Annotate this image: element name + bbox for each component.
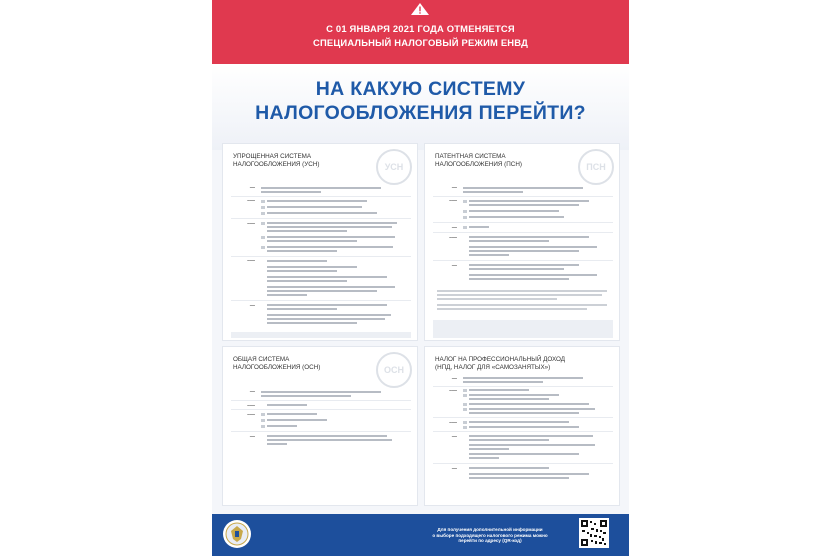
headline-line-1: НА КАКУЮ СИСТЕМУ — [315, 78, 526, 100]
usn-title-line-2: НАЛОГООБЛОЖЕНИЯ (УСН) — [233, 161, 320, 168]
osn-panel: ОБЩАЯ СИСТЕМА НАЛОГООБЛОЖЕНИЯ (ОСН) ОСН ▬▬ ▬▬▬ ▬▬▬ ▬▬ — [222, 346, 418, 506]
usn-title-line-1: УПРОЩЕННАЯ СИСТЕМА — [233, 153, 312, 160]
poster — [212, 0, 629, 556]
headline-line-2: НАЛОГООБЛОЖЕНИЯ ПЕРЕЙТИ? — [255, 102, 586, 124]
top-banner — [212, 0, 629, 64]
psn-title-line-1: ПАТЕНТНАЯ СИСТЕМА — [435, 153, 506, 160]
psn-panel: ПАТЕНТНАЯ СИСТЕМА НАЛОГООБЛОЖЕНИЯ (ПСН) ПСН ▬▬ ▬▬▬ ▬▬ ▬▬▬ ▬▬ — [424, 143, 620, 341]
psn-panel-title — [435, 153, 555, 169]
usn-panel-title — [233, 153, 353, 169]
usn-panel: УПРОЩЕННАЯ СИСТЕМА НАЛОГООБЛОЖЕНИЯ (УСН) УСН ▬▬ ▬▬▬ ▬▬▬ ▬▬▬ ▬▬ — [222, 143, 418, 341]
osn-title-line-1: ОБЩАЯ СИСТЕМА — [233, 356, 290, 363]
usn-stamp-icon: УСН — [376, 149, 412, 185]
banner-line-1: С 01 ЯНВАРЯ 2021 ГОДА ОТМЕНЯЕТСЯ — [326, 23, 515, 34]
footer-line-1: Для получения дополнительной информации — [437, 527, 543, 532]
osn-stamp-icon: ОСН — [376, 352, 412, 388]
qr-code-icon[interactable] — [579, 518, 609, 548]
footer-line-3: перейти по адресу (QR-код) — [458, 538, 522, 544]
psn-stamp-icon: ПСН — [578, 149, 614, 185]
npd-panel: НАЛОГ НА ПРОФЕССИОНАЛЬНЫЙ ДОХОД (НПД, НАЛОГ ДЛЯ «САМОЗАНЯТЫХ») ▬▬ ▬▬▬ ▬▬▬ ▬▬ ▬▬ — [424, 346, 620, 506]
fns-emblem-icon — [222, 519, 252, 549]
npd-title-line-2: (НПД, НАЛОГ ДЛЯ «САМОЗАНЯТЫХ») — [435, 364, 551, 371]
npd-panel-title — [435, 356, 605, 372]
osn-panel-title — [233, 356, 353, 372]
footer-line-2: о выборе подходящего налогового режима можно — [432, 532, 548, 538]
warning-icon — [411, 3, 429, 15]
npd-title-line-1: НАЛОГ НА ПРОФЕССИОНАЛЬНЫЙ ДОХОД — [435, 356, 566, 363]
footer — [212, 514, 629, 556]
banner-line-2: СПЕЦИАЛЬНЫЙ НАЛОГОВЫЙ РЕЖИМ ЕНВД — [312, 37, 529, 48]
osn-title-line-2: НАЛОГООБЛОЖЕНИЯ (ОСН) — [233, 364, 321, 371]
psn-title-line-2: НАЛОГООБЛОЖЕНИЯ (ПСН) — [435, 161, 522, 168]
footer-text — [410, 527, 570, 544]
